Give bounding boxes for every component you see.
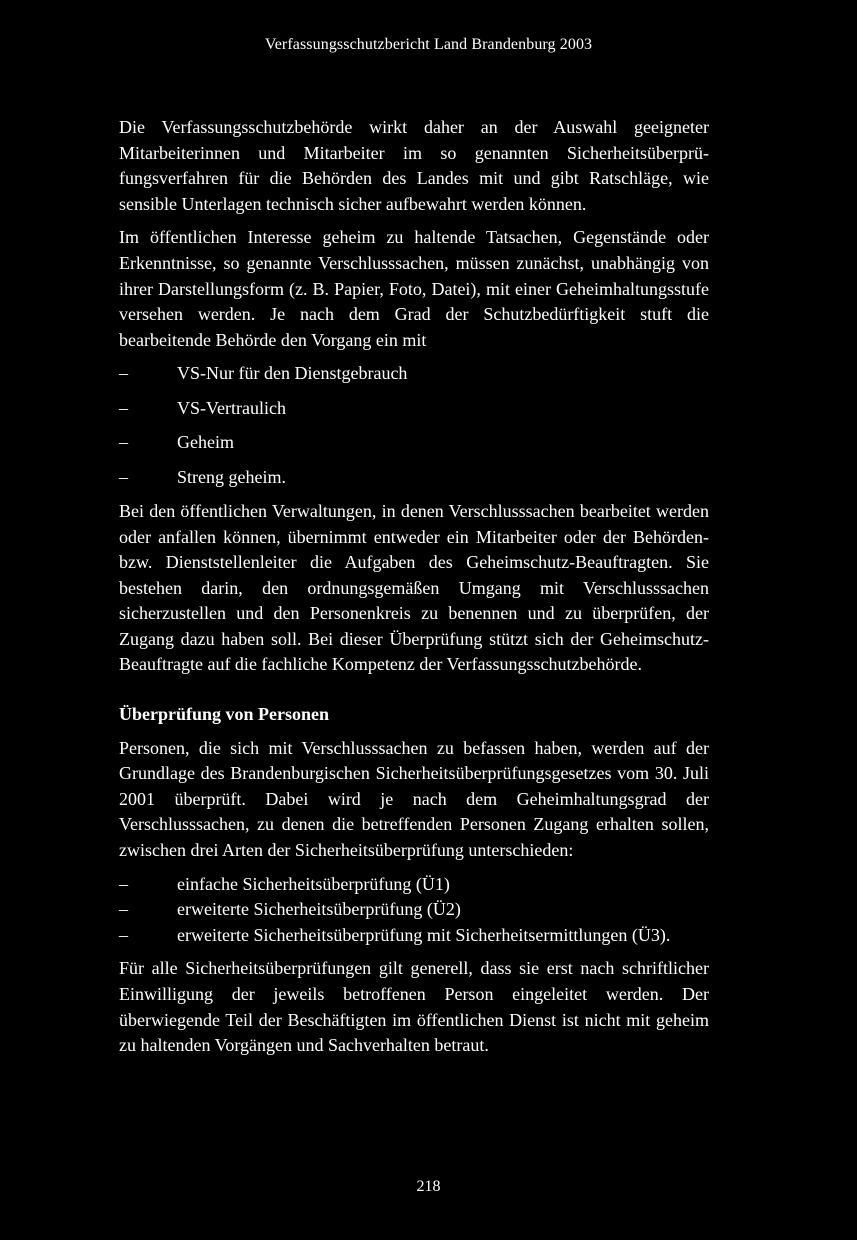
- list-dash: –: [119, 899, 128, 920]
- list-item-text: erweiterte Sicherheitsüberprüfung (Ü2): [177, 899, 461, 920]
- list-item: [119, 430, 709, 456]
- list-item-text: Streng geheim.: [177, 466, 286, 487]
- paragraph-classified-info: Im öffentlichen Interesse geheim zu haltende Tatsachen, Gegenstände oder Erkenntnisse, so genannte Verschlusssachen, müssen zunächst, unabhängig von ihrer Darstellungsform (z. B. Papier, Foto, Datei), mit einer Geheimhaltungsstufe versehen werden. Je nach dem Grad der Schutzbedürftigkeit stuft die bearbeitende Behörde den Vorgang ein mit: [119, 227, 709, 350]
- list-item-text: Geheim: [177, 432, 234, 453]
- list-item: [119, 465, 709, 491]
- list-item-text: einfache Sicherheitsüberprüfung (Ü1): [177, 873, 450, 894]
- running-header: Verfassungsschutzbericht Land Brandenburg 2003: [264, 36, 593, 53]
- check-types-list: [119, 872, 709, 949]
- classification-levels-list: [119, 361, 709, 490]
- paragraph-security-officer: Bei den öffentlichen Verwaltungen, in denen Verschlusssachen bearbeitet werden oder anfallen können, übernimmt entweder ein Mitarbeiter oder der Behörden- bzw. Dienststellenleiter die Aufgaben des Geheimschutz-Beauftragten. Sie bestehen darin, den ordnungsgemäßen Umgang mit Verschlusssachen sicherzustellen und den Personenkreis zu benennen und zu überprüfen, der Zugang dazu haben soll. Bei dieser Überprüfung stützt sich der Geheimschutz-Beauftragte auf die fachliche Kompetenz der Verfassungsschutzbehörde.: [119, 500, 709, 675]
- list-item: [119, 396, 709, 422]
- list-dash: –: [119, 397, 128, 418]
- list-item-text: erweiterte Sicherheitsüberprüfung mit Sicherheitsermittlungen (Ü3).: [177, 924, 671, 945]
- paragraph-intro: Die Verfassungsschutzbehörde wirkt daher an der Auswahl geeigneter Mitarbeiterinnen und Mitarbeiter im so genannten Sicherheitsüberprüfungsverfahren für die Behörden des Landes mit und gibt Ratschläge, wie sensible Unterlagen technisch sicher aufbewahrt werden können.: [119, 117, 709, 214]
- list-item-text: VS-Vertraulich: [177, 397, 286, 418]
- page-body: [119, 115, 709, 1067]
- list-item: [119, 361, 709, 387]
- list-item: [119, 897, 709, 923]
- list-dash: –: [119, 432, 128, 453]
- list-dash: –: [119, 924, 128, 945]
- paragraph-person-checks: Personen, die sich mit Verschlusssachen zu befassen haben, werden auf der Grundlage des Brandenburgischen Sicherheitsüberprüfungsgesetzes vom 30. Juli 2001 überprüft. Dabei wird je nach dem Geheimhaltungsgrad der Verschlusssachen, zu denen die betreffenden Personen Zugang erhalten sollen, zwischen drei Arten der Sicherheitsüberprüfung unterschieden:: [119, 737, 709, 861]
- paragraph-consent: Für alle Sicherheitsüberprüfungen gilt generell, dass sie erst nach schriftlicher Einwilligung der jeweils betroffenen Person eingeleitet werden. Der überwiegende Teil der Beschäftigten im öffentlichen Dienst ist nicht mit geheim zu haltenden Vorgängen und Sachverhalten betraut.: [119, 958, 709, 1056]
- page-number: 218: [416, 1178, 441, 1195]
- list-dash: –: [119, 466, 128, 487]
- list-dash: –: [119, 873, 128, 894]
- section-heading: Überprüfung von Personen: [119, 704, 330, 725]
- list-item: [119, 872, 709, 898]
- list-dash: –: [119, 363, 128, 384]
- list-item-text: VS-Nur für den Dienstgebrauch: [177, 363, 408, 384]
- list-item: [119, 923, 709, 949]
